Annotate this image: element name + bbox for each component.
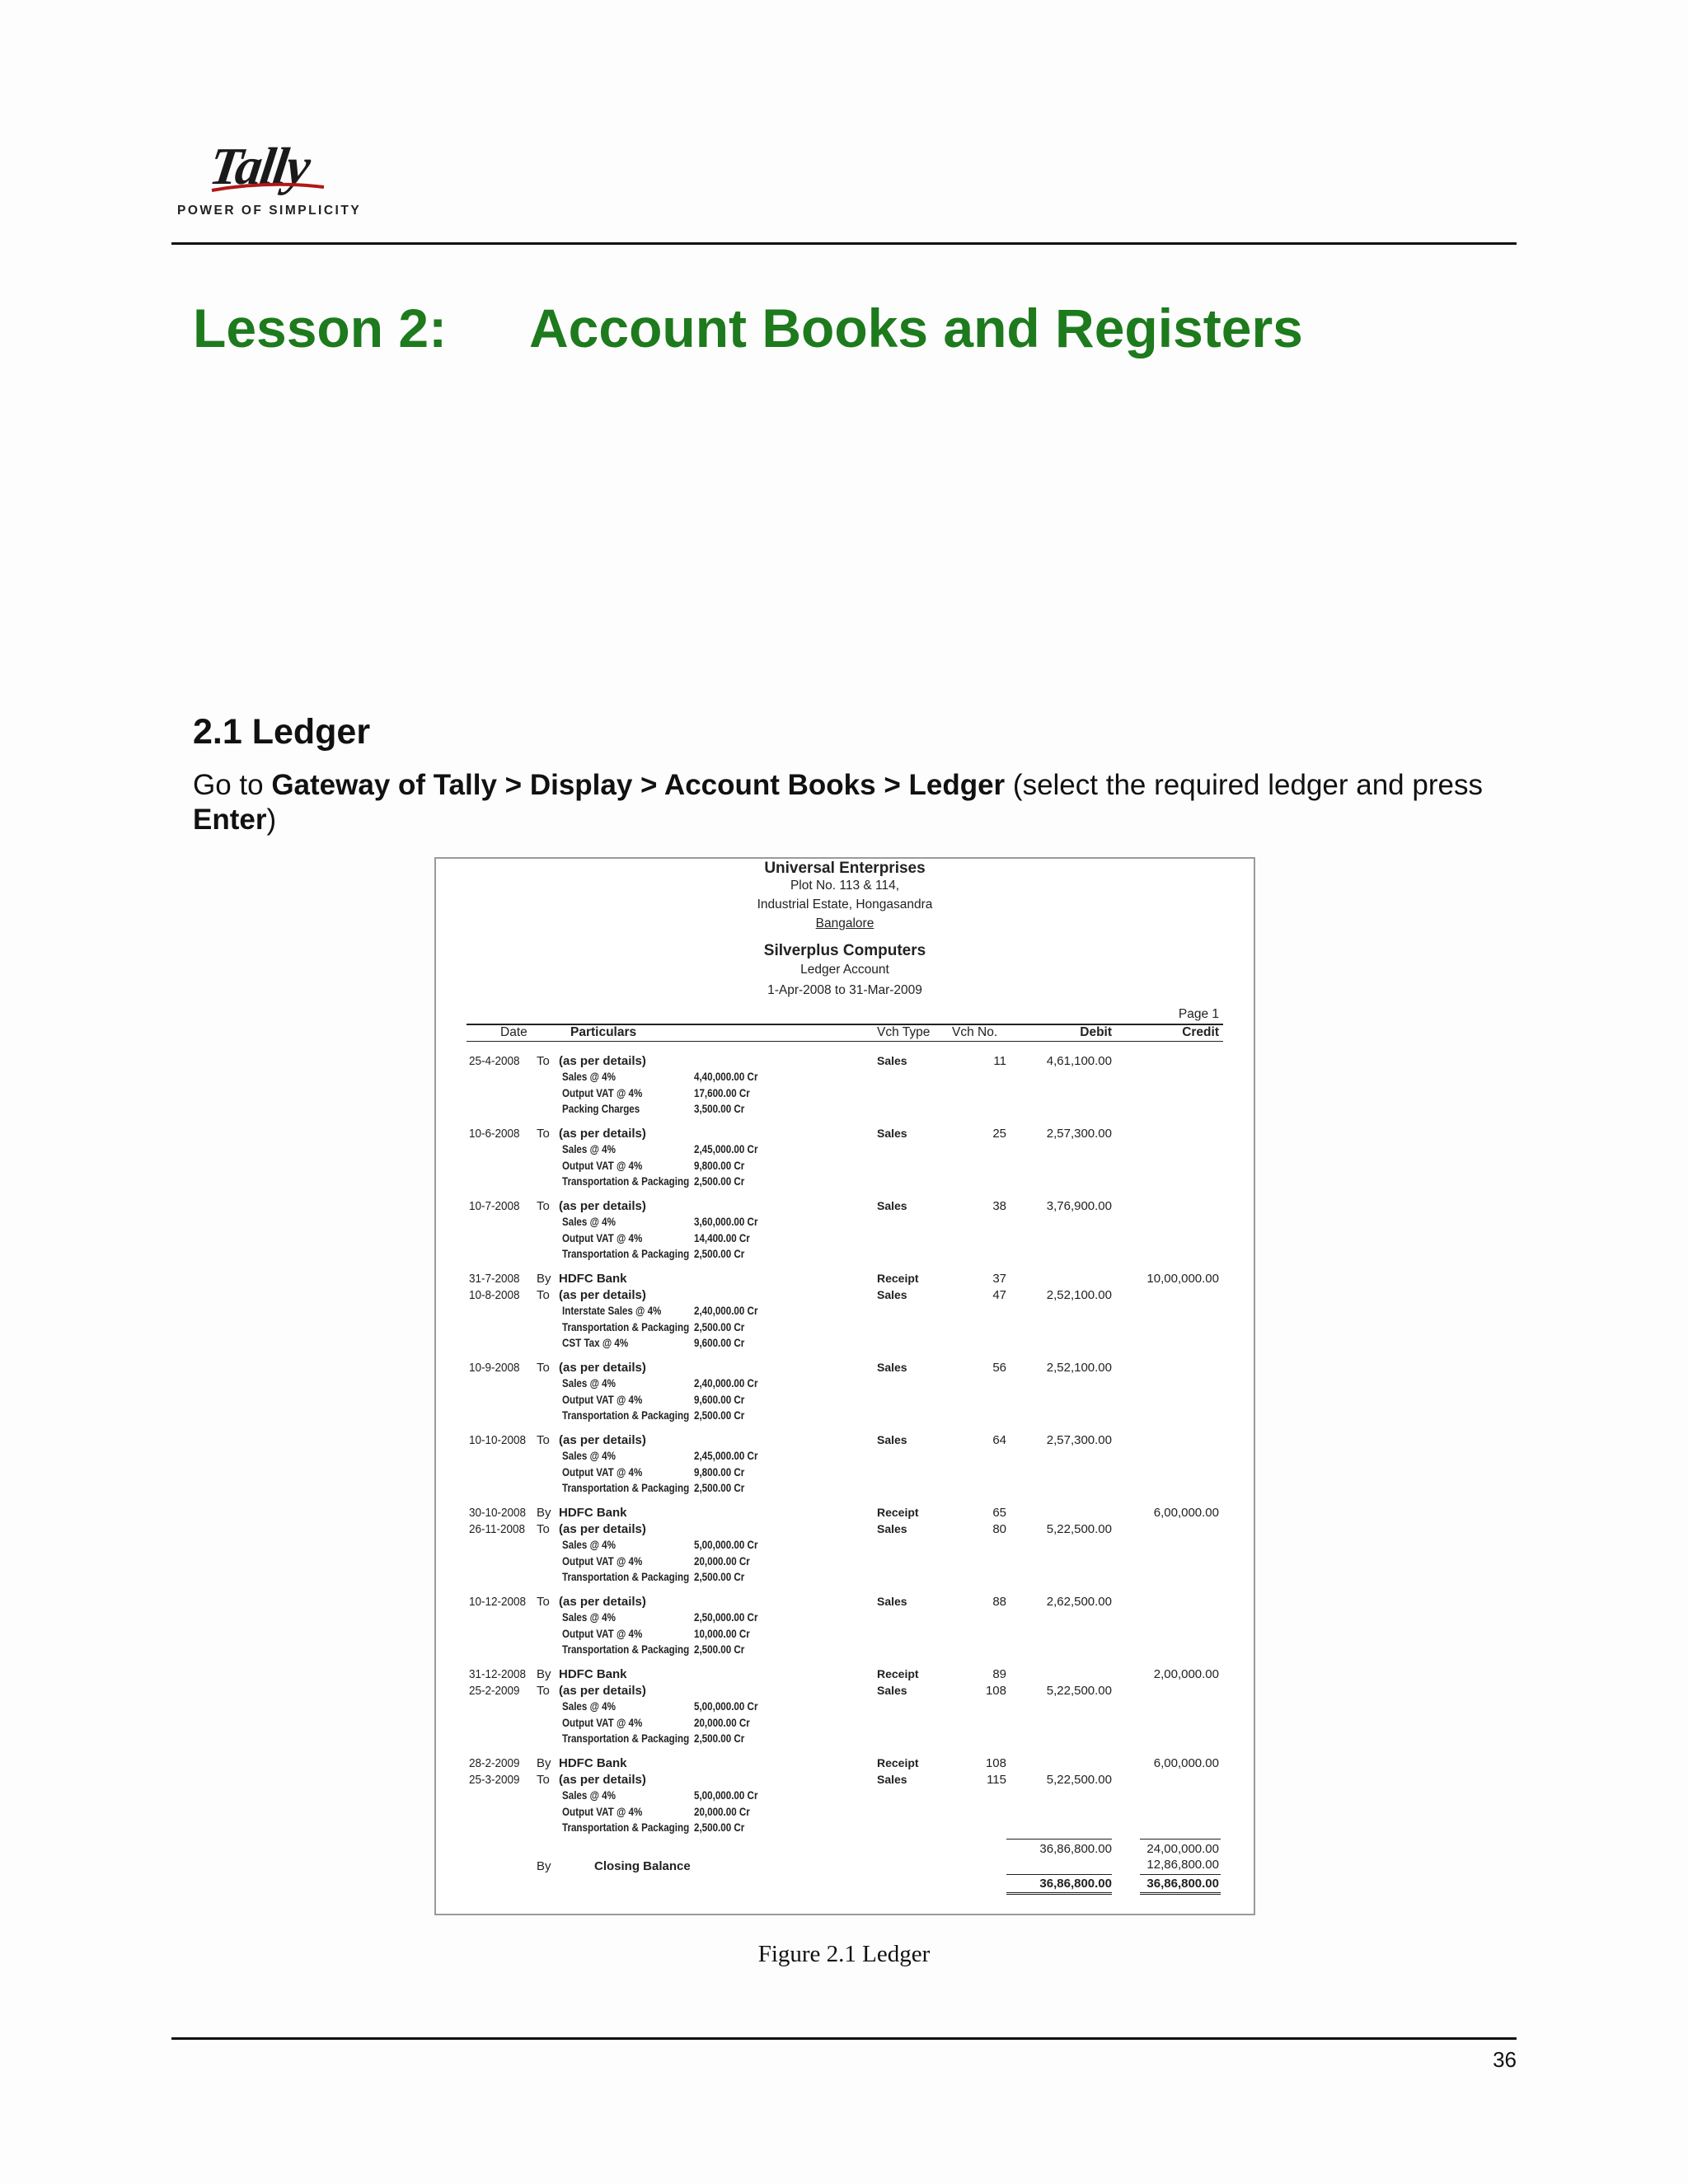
entry-vch-type: Sales	[877, 1361, 907, 1374]
entry-debit: 3,76,900.00	[1046, 1199, 1112, 1213]
detail-amount: 9,800.00 Cr	[694, 1465, 745, 1479]
entry-particulars: (as per details)	[559, 1773, 646, 1787]
entry-date: 25-3-2009	[469, 1773, 520, 1787]
closing-label: Closing Balance	[594, 1859, 691, 1873]
entry-vch-no: 108	[985, 1684, 1006, 1698]
detail-amount: 20,000.00 Cr	[694, 1805, 750, 1818]
detail-ledger-name: Transportation & Packaging	[562, 1409, 690, 1422]
entry-date: 31-12-2008	[469, 1667, 527, 1681]
total-credit: 24,00,000.00	[1146, 1842, 1219, 1856]
detail-amount: 4,40,000.00 Cr	[694, 1071, 758, 1083]
detail-ledger-name: Output VAT @ 4%	[562, 1231, 643, 1244]
lesson-title: Account Books and Registers	[529, 298, 1303, 359]
detail-amount: 5,00,000.00 Cr	[694, 1539, 758, 1551]
entry-debit: 4,61,100.00	[1046, 1054, 1112, 1068]
entry-debit: 2,57,300.00	[1046, 1433, 1112, 1447]
entry-debit: 5,22,500.00	[1046, 1522, 1112, 1536]
section-heading: 2.1 Ledger	[193, 712, 371, 752]
grand-debit: 36,86,800.00	[1039, 1877, 1112, 1891]
detail-amount: 5,00,000.00 Cr	[694, 1789, 758, 1802]
col-vch-type: Vch Type	[877, 1025, 931, 1039]
detail-ledger-name: Interstate Sales @ 4%	[562, 1305, 662, 1317]
entry-date: 10-10-2008	[469, 1433, 527, 1447]
detail-ledger-name: Sales @ 4%	[562, 1143, 616, 1155]
detail-amount: 2,500.00 Cr	[694, 1643, 745, 1656]
entry-particulars: (as per details)	[559, 1199, 646, 1213]
detail-ledger-name: Output VAT @ 4%	[562, 1627, 643, 1640]
entry-date: 31-7-2008	[469, 1272, 520, 1286]
ledger-name: Silverplus Computers	[763, 942, 926, 959]
col-date: Date	[500, 1025, 528, 1039]
header-bottom-line	[467, 1041, 1223, 1042]
entry-vch-no: 47	[992, 1288, 1006, 1302]
detail-amount: 9,600.00 Cr	[694, 1337, 745, 1349]
page-label: Page 1	[1178, 1007, 1219, 1021]
detail-amount: 2,500.00 Cr	[694, 1409, 745, 1422]
entry-vch-type: Sales	[877, 1127, 907, 1140]
entry-vch-no: 88	[992, 1595, 1006, 1609]
entry-vch-no: 37	[992, 1272, 1006, 1286]
entry-date: 25-2-2009	[469, 1684, 520, 1698]
detail-ledger-name: Transportation & Packaging	[562, 1571, 690, 1583]
entry-direction: To	[537, 1433, 550, 1447]
detail-ledger-name: Packing Charges	[562, 1103, 640, 1115]
entry-direction: By	[537, 1756, 551, 1770]
entry-vch-type: Sales	[877, 1684, 907, 1697]
col-debit: Debit	[1080, 1025, 1112, 1039]
company-address-3	[436, 916, 1254, 931]
entry-vch-no: 115	[987, 1773, 1006, 1787]
credit-grand-rule	[1140, 1874, 1221, 1875]
entry-vch-no: 89	[992, 1667, 1006, 1681]
entry-direction: To	[537, 1361, 550, 1375]
header-rule	[171, 242, 1517, 245]
closing-credit: 12,86,800.00	[1146, 1858, 1219, 1872]
entry-direction: To	[537, 1288, 550, 1302]
detail-ledger-name: Transportation & Packaging	[562, 1732, 690, 1745]
entry-vch-type: Sales	[877, 1773, 907, 1786]
detail-ledger-name: Output VAT @ 4%	[562, 1805, 643, 1818]
entry-date: 10-7-2008	[469, 1199, 520, 1213]
report-period: 1-Apr-2008 to 31-Mar-2009	[767, 983, 922, 997]
detail-ledger-name: Transportation & Packaging	[562, 1320, 690, 1333]
detail-ledger-name: Transportation & Packaging	[562, 1175, 690, 1188]
entry-vch-type: Sales	[877, 1433, 907, 1446]
entry-particulars: (as per details)	[559, 1522, 646, 1536]
ledger-report-figure	[434, 857, 1255, 1915]
entry-vch-type: Receipt	[877, 1756, 919, 1769]
detail-amount: 2,40,000.00 Cr	[694, 1305, 758, 1317]
detail-ledger-name: Output VAT @ 4%	[562, 1086, 643, 1099]
entry-direction: To	[537, 1595, 550, 1609]
intro-suffix: )	[266, 804, 277, 836]
detail-ledger-name: Output VAT @ 4%	[562, 1393, 643, 1406]
detail-amount: 3,500.00 Cr	[694, 1103, 745, 1115]
detail-amount: 2,45,000.00 Cr	[694, 1143, 758, 1155]
debit-total-rule	[1006, 1839, 1112, 1840]
detail-ledger-name: Sales @ 4%	[562, 1450, 616, 1462]
detail-amount: 2,500.00 Cr	[694, 1248, 745, 1260]
detail-amount: 2,500.00 Cr	[694, 1821, 745, 1834]
detail-amount: 3,60,000.00 Cr	[694, 1216, 758, 1228]
detail-ledger-name: Sales @ 4%	[562, 1071, 616, 1083]
logo-swoosh-icon	[210, 182, 326, 194]
entry-date: 10-8-2008	[469, 1288, 520, 1302]
entry-debit: 2,52,100.00	[1046, 1288, 1112, 1302]
entry-vch-type: Receipt	[877, 1506, 919, 1519]
entry-particulars: HDFC Bank	[559, 1506, 627, 1520]
lesson-heading	[193, 297, 1303, 359]
intro-prefix: Go to	[193, 769, 272, 801]
entry-credit: 6,00,000.00	[1153, 1756, 1219, 1770]
entry-direction: To	[537, 1684, 550, 1698]
detail-ledger-name: Sales @ 4%	[562, 1216, 616, 1228]
entry-date: 26-11-2008	[469, 1522, 526, 1536]
entry-vch-type: Receipt	[877, 1272, 919, 1285]
lesson-number: Lesson 2:	[193, 298, 448, 359]
entry-particulars: (as per details)	[559, 1433, 646, 1447]
detail-ledger-name: Sales @ 4%	[562, 1611, 616, 1624]
entry-vch-no: 64	[992, 1433, 1006, 1447]
detail-ledger-name: Output VAT @ 4%	[562, 1554, 643, 1568]
intro-middle: (select the required ledger and press	[1005, 769, 1483, 801]
detail-ledger-name: Output VAT @ 4%	[562, 1159, 643, 1172]
detail-amount: 17,600.00 Cr	[694, 1086, 750, 1099]
detail-amount: 5,00,000.00 Cr	[694, 1700, 758, 1713]
entry-vch-no: 80	[992, 1522, 1006, 1536]
detail-amount: 2,500.00 Cr	[694, 1320, 745, 1333]
entry-particulars: (as per details)	[559, 1054, 646, 1068]
tally-logo	[177, 136, 367, 227]
detail-amount: 10,000.00 Cr	[694, 1627, 750, 1640]
detail-ledger-name: Sales @ 4%	[562, 1539, 616, 1551]
col-particulars: Particulars	[570, 1025, 637, 1039]
entry-particulars: (as per details)	[559, 1684, 646, 1698]
entry-debit: 2,62,500.00	[1046, 1595, 1112, 1609]
debit-grand-rule	[1006, 1874, 1112, 1875]
entry-particulars: (as per details)	[559, 1288, 646, 1302]
entry-particulars: HDFC Bank	[559, 1667, 627, 1681]
detail-ledger-name: Sales @ 4%	[562, 1700, 616, 1713]
section-intro	[193, 768, 1495, 837]
entry-vch-no: 11	[993, 1054, 1006, 1068]
report-type: Ledger Account	[800, 963, 889, 977]
entry-direction: By	[537, 1506, 551, 1520]
footer-rule	[171, 2037, 1517, 2040]
credit-double-rule	[1140, 1892, 1221, 1895]
entry-direction: To	[537, 1773, 550, 1787]
entry-vch-type: Sales	[877, 1595, 907, 1608]
entry-direction: By	[537, 1667, 551, 1681]
entry-credit: 6,00,000.00	[1153, 1506, 1219, 1520]
detail-ledger-name: Transportation & Packaging	[562, 1248, 690, 1260]
detail-ledger-name: Output VAT @ 4%	[562, 1716, 643, 1729]
detail-ledger-name: Transportation & Packaging	[562, 1643, 690, 1656]
entry-date: 10-6-2008	[469, 1127, 520, 1141]
logo-tagline: POWER OF SIMPLICITY	[177, 204, 362, 218]
entry-debit: 2,52,100.00	[1046, 1361, 1112, 1375]
entry-debit: 5,22,500.00	[1046, 1773, 1112, 1787]
entry-credit: 2,00,000.00	[1153, 1667, 1219, 1681]
entry-particulars: HDFC Bank	[559, 1756, 627, 1770]
detail-amount: 9,600.00 Cr	[694, 1393, 745, 1406]
entry-particulars: (as per details)	[559, 1595, 646, 1609]
entry-credit: 10,00,000.00	[1146, 1272, 1219, 1286]
entry-date: 30-10-2008	[469, 1506, 527, 1520]
entry-direction: To	[537, 1522, 550, 1536]
company-address-2: Industrial Estate, Hongasandra	[757, 898, 933, 912]
entry-vch-no: 108	[985, 1756, 1006, 1770]
entry-date: 28-2-2009	[469, 1756, 520, 1770]
entry-debit: 2,57,300.00	[1046, 1127, 1112, 1141]
entry-vch-no: 56	[992, 1361, 1006, 1375]
detail-ledger-name: Transportation & Packaging	[562, 1821, 690, 1834]
detail-ledger-name: CST Tax @ 4%	[562, 1337, 629, 1349]
entry-particulars: HDFC Bank	[559, 1272, 627, 1286]
detail-amount: 9,800.00 Cr	[694, 1159, 745, 1172]
detail-amount: 2,45,000.00 Cr	[694, 1450, 758, 1462]
enter-key: Enter	[193, 804, 267, 836]
col-vch-no: Vch No.	[952, 1025, 998, 1039]
entry-vch-no: 38	[992, 1199, 1006, 1213]
detail-amount: 2,500.00 Cr	[694, 1571, 745, 1583]
debit-double-rule	[1006, 1892, 1112, 1895]
detail-amount: 2,500.00 Cr	[694, 1175, 745, 1188]
entry-vch-type: Sales	[877, 1199, 907, 1212]
entry-direction: To	[537, 1127, 550, 1141]
entry-vch-type: Sales	[877, 1522, 907, 1535]
entry-direction: By	[537, 1272, 551, 1286]
entry-particulars: (as per details)	[559, 1127, 646, 1141]
detail-amount: 2,40,000.00 Cr	[694, 1377, 758, 1390]
menu-path: Gateway of Tally > Display > Account Books > Ledger	[271, 769, 1006, 801]
detail-amount: 20,000.00 Cr	[694, 1716, 750, 1729]
entry-vch-type: Receipt	[877, 1667, 919, 1680]
detail-amount: 2,50,000.00 Cr	[694, 1611, 758, 1624]
company-city: Bangalore	[815, 916, 874, 930]
detail-ledger-name: Sales @ 4%	[562, 1377, 616, 1390]
entry-date: 10-9-2008	[469, 1361, 520, 1375]
company-name: Universal Enterprises	[764, 860, 926, 877]
detail-amount: 2,500.00 Cr	[694, 1732, 745, 1745]
page-number: 36	[1493, 2047, 1517, 2072]
closing-dir: By	[537, 1859, 551, 1873]
detail-amount: 2,500.00 Cr	[694, 1482, 745, 1494]
entry-particulars: (as per details)	[559, 1361, 646, 1375]
figure-caption: Figure 2.1 Ledger	[757, 1941, 931, 1967]
grand-credit: 36,86,800.00	[1146, 1877, 1219, 1891]
entry-vch-type: Sales	[877, 1288, 907, 1301]
detail-amount: 14,400.00 Cr	[694, 1231, 750, 1244]
logo-wordmark: Tally	[206, 137, 313, 195]
total-debit: 36,86,800.00	[1039, 1842, 1112, 1856]
entry-date: 10-12-2008	[469, 1595, 527, 1609]
detail-amount: 20,000.00 Cr	[694, 1554, 750, 1568]
detail-ledger-name: Sales @ 4%	[562, 1789, 616, 1802]
detail-ledger-name: Output VAT @ 4%	[562, 1465, 643, 1479]
entry-debit: 5,22,500.00	[1046, 1684, 1112, 1698]
entry-direction: To	[537, 1054, 550, 1068]
entry-vch-type: Sales	[877, 1054, 907, 1067]
entry-direction: To	[537, 1199, 550, 1213]
col-credit: Credit	[1182, 1025, 1219, 1039]
entry-date: 25-4-2008	[469, 1054, 520, 1068]
company-address-1: Plot No. 113 & 114,	[790, 879, 900, 893]
credit-total-rule	[1140, 1839, 1221, 1840]
entry-vch-no: 25	[992, 1127, 1006, 1141]
entry-vch-no: 65	[992, 1506, 1006, 1520]
detail-ledger-name: Transportation & Packaging	[562, 1482, 690, 1494]
